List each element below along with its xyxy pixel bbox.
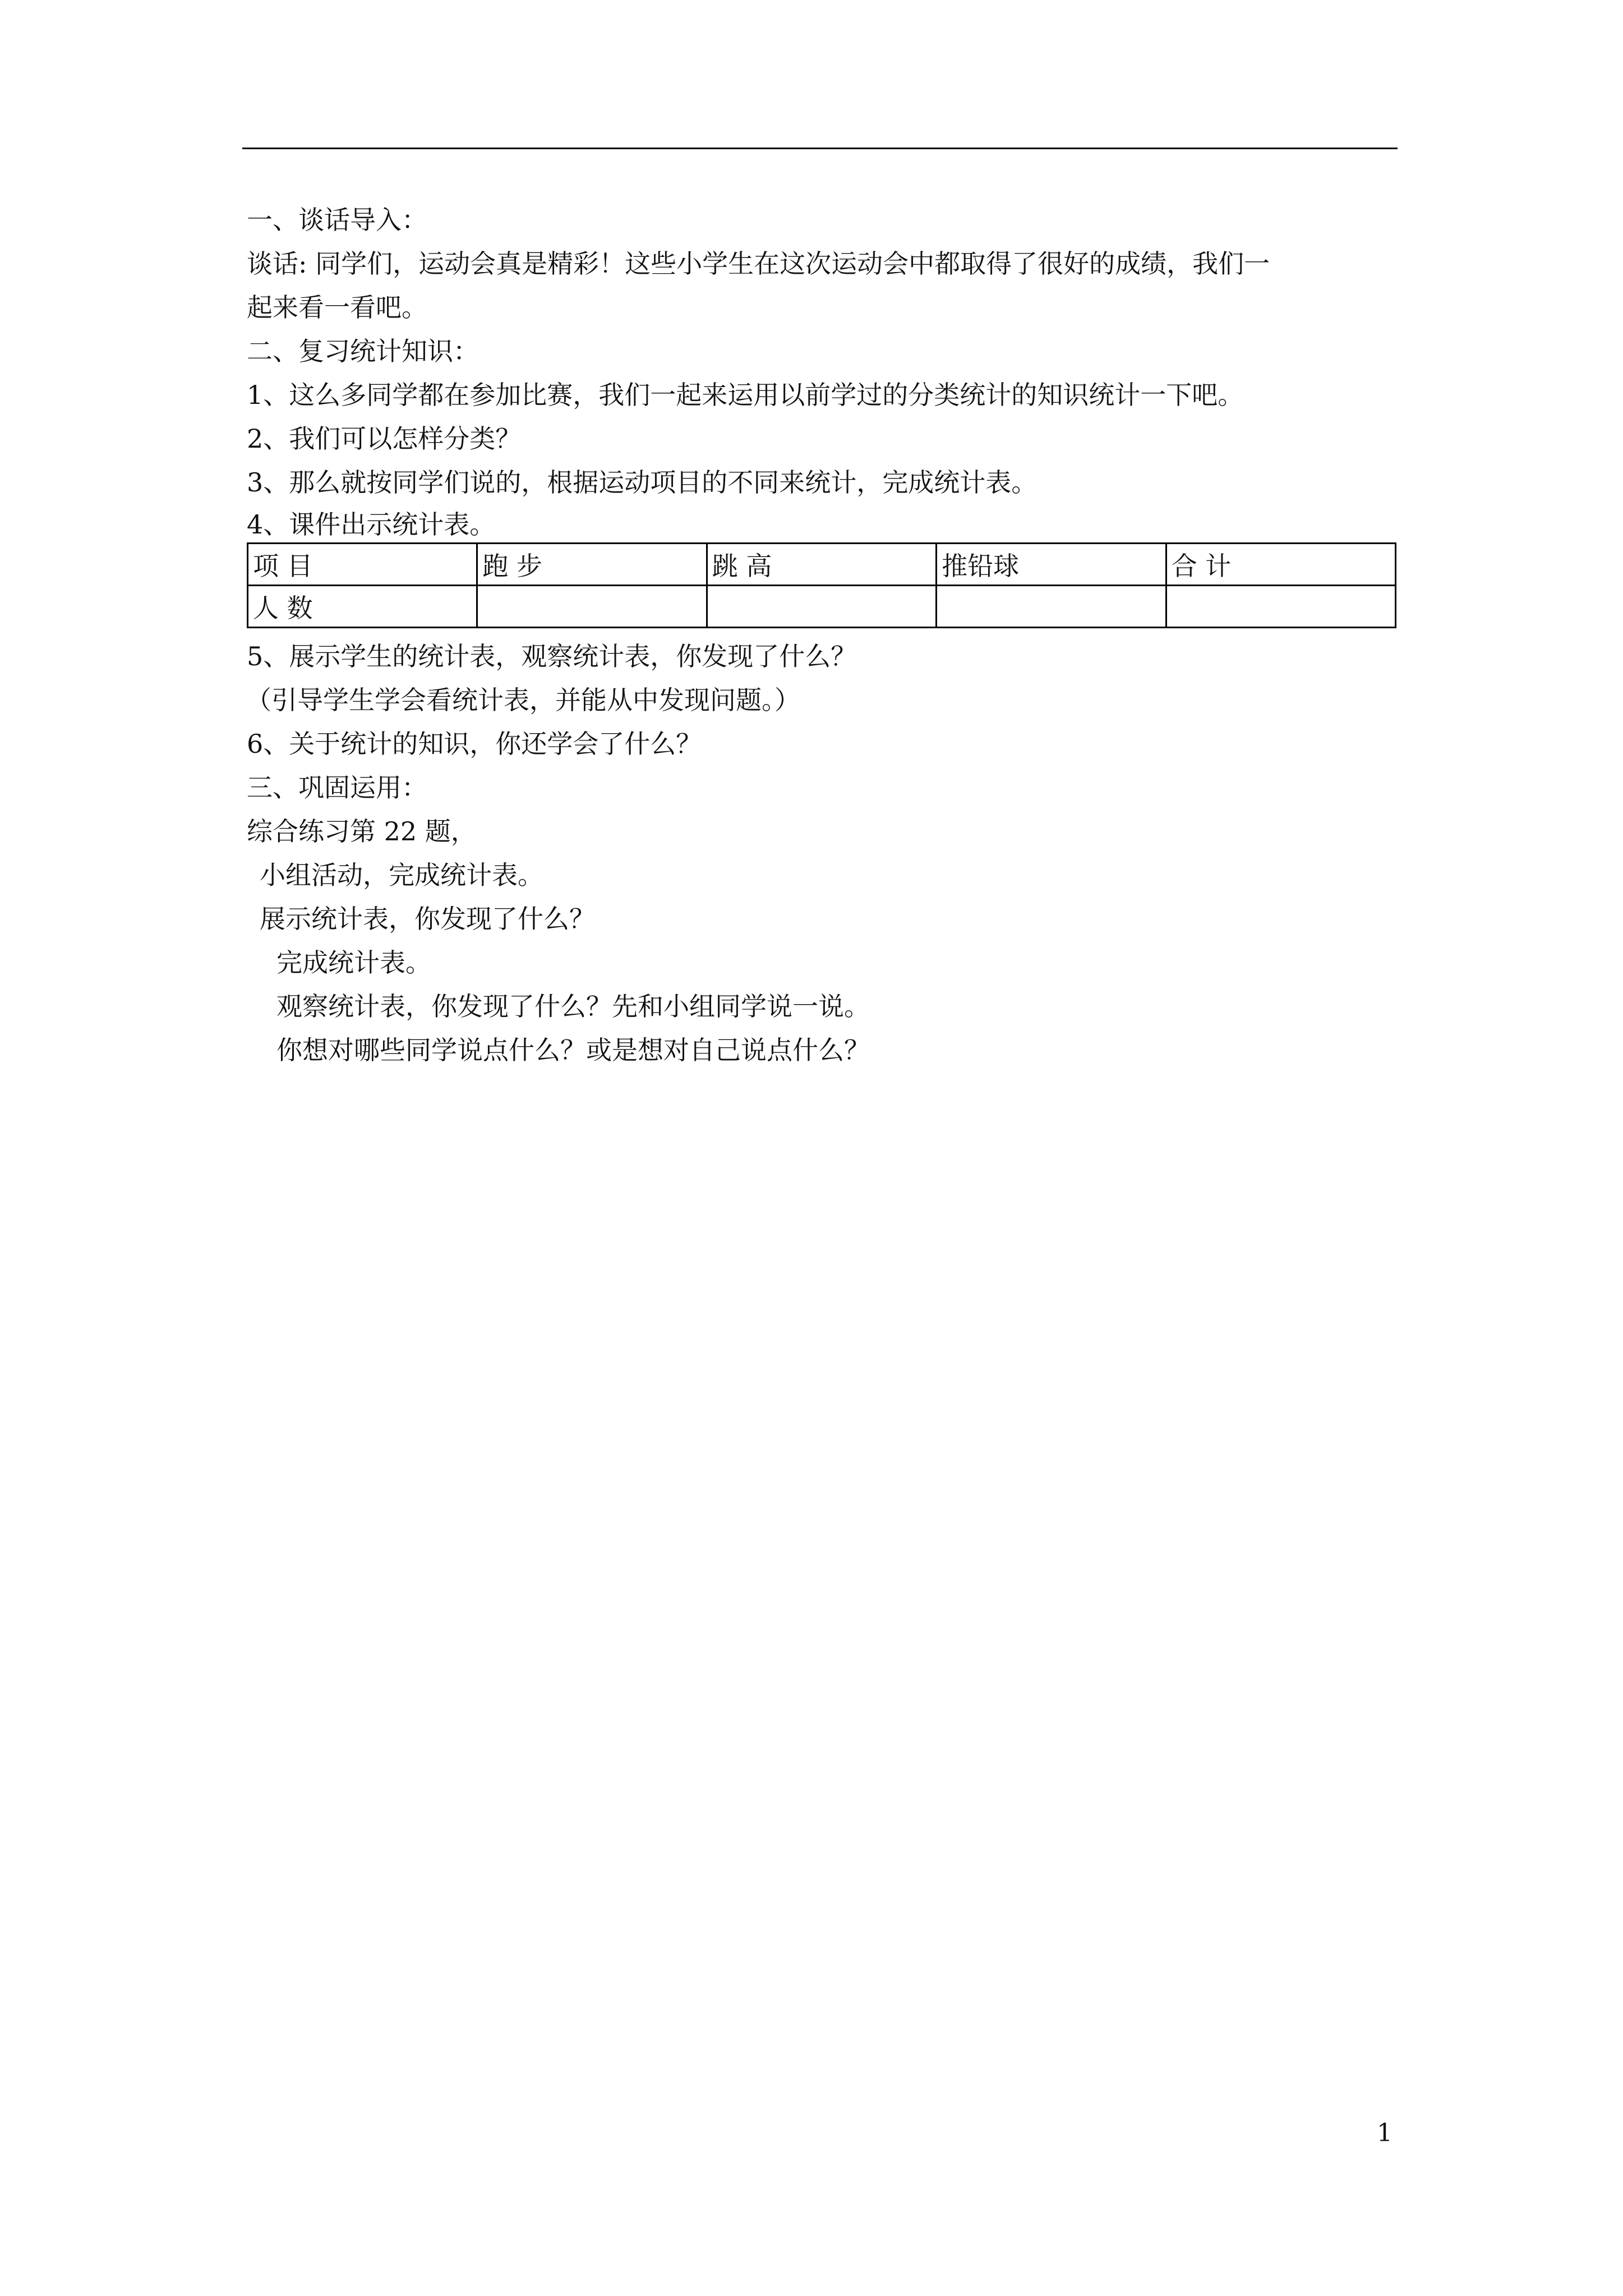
table-header-cell: 跳 高 <box>707 544 936 586</box>
list-item: 4、课件出示统计表。 <box>247 509 496 540</box>
paragraph-line: 起来看一看吧。 <box>247 292 427 323</box>
table-cell <box>1166 586 1395 628</box>
section-heading-practice: 三、巩固运用： <box>247 772 427 803</box>
paragraph-line: 展示统计表，你发现了什么？ <box>260 904 595 934</box>
table-header-cell: 跑 步 <box>477 544 707 586</box>
table-cell <box>707 586 936 628</box>
list-item: 6、关于统计的知识，你还学会了什么？ <box>247 729 702 759</box>
header-rule <box>242 148 1398 149</box>
paragraph-line: 完成统计表。 <box>276 947 431 978</box>
table-header-cell: 推铅球 <box>937 544 1166 586</box>
section-heading-review: 二、复习统计知识： <box>247 336 479 366</box>
paragraph-line: 谈话: 同学们，运动会真是精彩！这些小学生在这次运动会中都取得了很好的成绩，我们一 <box>247 249 1270 279</box>
table-cell <box>477 586 707 628</box>
table-row-label: 人 数 <box>248 586 477 628</box>
list-item: 1、这么多同学都在参加比赛，我们一起来运用以前学过的分类统计的知识统计一下吧。 <box>247 380 1244 410</box>
note-line: （引导学生学会看统计表，并能从中发现问题。） <box>246 685 800 715</box>
paragraph-line: 小组活动，完成统计表。 <box>260 860 543 890</box>
list-item: 5、展示学生的统计表，观察统计表，你发现了什么？ <box>247 641 857 671</box>
paragraph-line: 你想对哪些同学说点什么？或是想对自己说点什么？ <box>276 1035 870 1065</box>
page-number: 1 <box>1377 2119 1393 2147</box>
table-header-cell: 项 目 <box>248 544 477 586</box>
table-header-row <box>248 544 1396 586</box>
table-cell <box>937 586 1166 628</box>
table-row <box>248 586 1396 628</box>
list-item: 2、我们可以怎样分类？ <box>247 424 522 454</box>
list-item: 3、那么就按同学们说的，根据运动项目的不同来统计，完成统计表。 <box>247 467 1038 498</box>
statistics-table <box>247 542 1396 628</box>
table-header-cell: 合 计 <box>1166 544 1395 586</box>
section-heading-intro: 一、谈话导入： <box>247 205 427 235</box>
paragraph-line: 观察统计表，你发现了什么？先和小组同学说一说。 <box>276 991 870 1022</box>
paragraph-line: 综合练习第 22 题， <box>247 816 477 846</box>
